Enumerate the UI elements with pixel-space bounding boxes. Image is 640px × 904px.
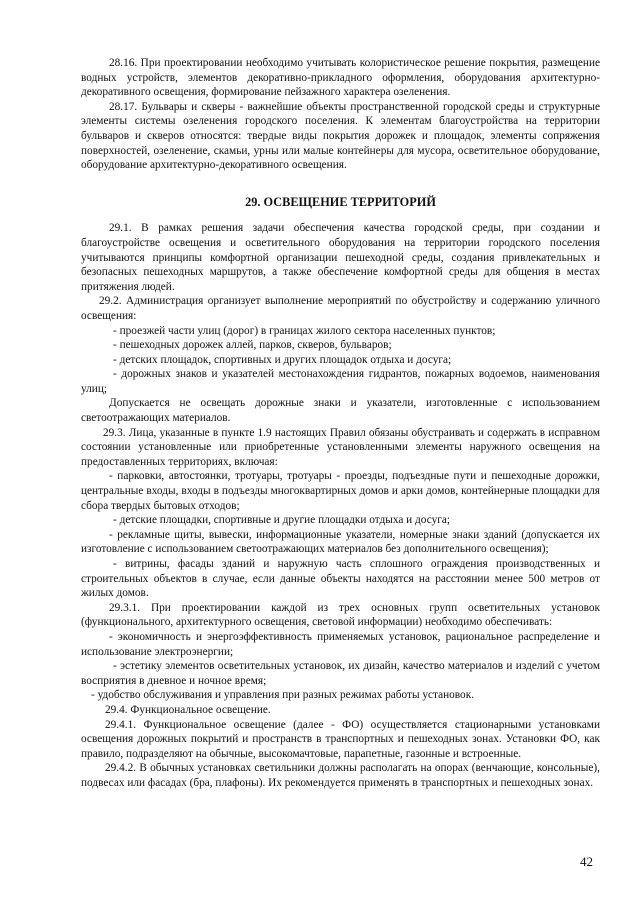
paragraph-28-16: 28.16. При проектировании необходимо учитывать колористическое решение покрытия, размещение водных устройств, элементов декоративно-прикладного оформления, оборудования архитектурно-декоративного освещения, формирование пейзажного характера озеленения. — [81, 57, 600, 99]
list-item: - дорожных знаков и указателей местонахождения гидрантов, пожарных водоемов, наименования улиц; — [81, 368, 600, 395]
list-item: - витрины, фасады зданий и наружную часть сплошного ограждения производственных и строительных объектов в случае, если данные объекты находятся на расстоянии менее 500 метров от жилых домов. — [81, 558, 600, 600]
list-item: - удобство обслуживания и управления при разных режимах работы установок. — [91, 689, 475, 702]
paragraph-29-4: 29.4. Функциональное освещение. — [105, 703, 271, 716]
list-item: - пешеходных дорожек аллей, парков, скверов, бульваров; — [113, 339, 392, 352]
paragraph-29-1: 29.1. В рамках решения задачи обеспечения качества городской среды, при создании и благоустройстве освещения и осветительного оборудования на территории городского поселения учитываются принципы комфортной организации пешеходной среды, создания привлекательных и безопасных пешеходных маршрутов, а также обеспечение комфортной среды для общения в местах притяжения людей. — [81, 222, 600, 293]
paragraph-29-3: 29.3. Лица, указанные в пункте 1.9 настоящих Правил обязаны обустраивать и содержать в исправном состоянии установленные или приобретенные установленными элементы наружного освещения на предоставленных территориях, включая: — [81, 426, 600, 468]
list-item: - экономичность и энергоэффективность применяемых установок, рациональное распределение и использование электроэнергии; — [81, 630, 600, 658]
list-item: - эстетику элементов осветительных установок, их дизайн, качество материалов и изделий с учетом восприятия в дневное и ночное время; — [81, 660, 600, 687]
page-number: 42 — [580, 854, 593, 869]
paragraph-29-3-1: 29.3.1. При проектировании каждой из трех основных групп осветительных установок (функционального, архитектурного освещения, световой информации) необходимо обеспечивать: — [81, 601, 600, 629]
paragraph-29-2-note: Допускается не освещать дорожные знаки и указатели, изготовленные с использованием светоотражающих материалов. — [81, 397, 600, 425]
list-item: - парковки, автостоянки, тротуары, тротуары - проезды, подъездные пути и пешеходные дорожки, центральные входы, входы в подъезды многоквартирных домов и арки домов, контейнерные площадки для сбора твердых бытовых отходов; — [81, 470, 600, 512]
page-content — [81, 56, 600, 791]
paragraph-28-17: 28.17. Бульвары и скверы - важнейшие объекты пространственной городской среды и структурные элементы системы озеленения городского поселения. К элементам благоустройства на территории бульваров и скверов относятся: твердые виды покрытия дорожек и площадок, элементы сопряжения поверхностей, озеленение, скамьи, урны или малые контейнеры для мусора, осветительное оборудование, оборудование архитектурно-декоративного освещения. — [81, 100, 600, 172]
list-item: - детских площадок, спортивных и других площадок отдыха и досуга; — [113, 353, 452, 366]
list-item: - рекламные щиты, вывески, информационные указатели, номерные знаки зданий (допускается их изготовление с использованием светоотражающих материалов без дополнительного освещения); — [81, 528, 600, 556]
paragraph-29-4-2: 29.4.2. В обычных установках светильники должны располагать на опорах (венчающие, консольные), подвесах или фасадах (бра, плафоны). Их рекомендуется применять в транспортных и пешеходных зонах. — [81, 762, 600, 789]
paragraph-29-2: 29.2. Администрация организует выполнение мероприятий по обустройству и содержанию уличного освещения: — [81, 295, 600, 322]
paragraph-29-4-1: 29.4.1. Функциональное освещение (далее - ФО) осуществляется стационарными установками освещения дорожных покрытий и пространств в транспортных и пешеходных зонах. Установки ФО, как правило, подразделяют на обычные, высокомачтовые, парапетные, газонные и встроенные. — [81, 718, 600, 760]
list-item: - детские площадки, спортивные и другие площадки отдыха и досуга; — [113, 514, 451, 527]
list-item: - проезжей части улиц (дорог) в границах жилого сектора населенных пунктов; — [113, 324, 496, 337]
section-heading: 29. ОСВЕЩЕНИЕ ТЕРРИТОРИЙ — [245, 194, 436, 209]
